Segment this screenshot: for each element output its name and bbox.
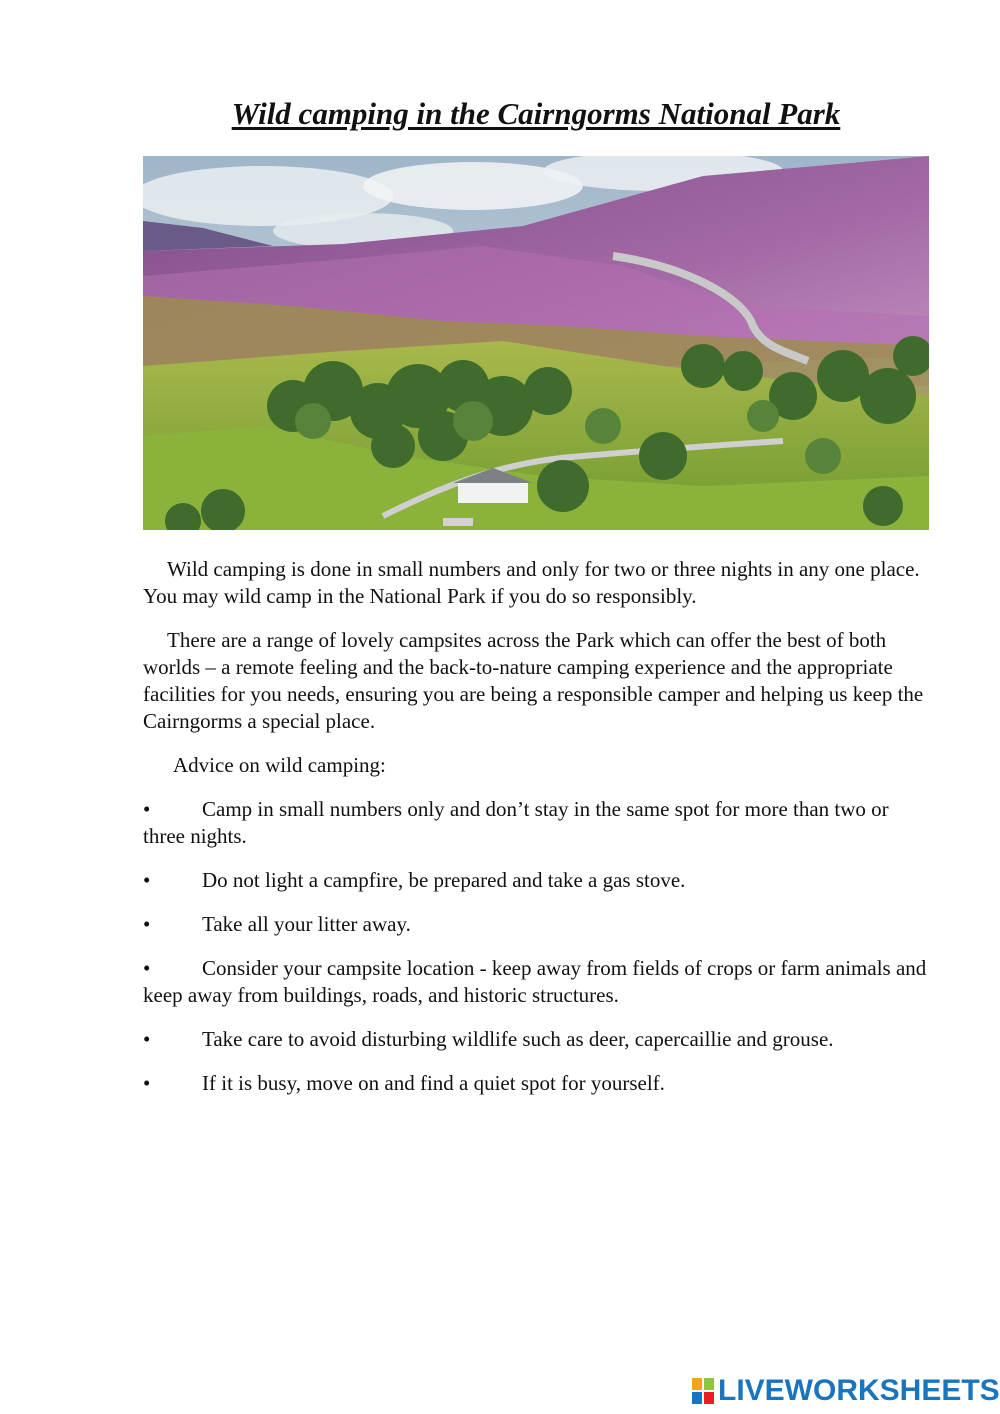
liveworksheets-logo-icon: [692, 1378, 714, 1404]
bullet-icon: •: [143, 1071, 151, 1095]
page-title: Wild camping in the Cairngorms National Park: [231, 96, 841, 131]
bullet-icon: •: [143, 868, 151, 892]
advice-item: [143, 867, 933, 894]
advice-item-text: Take all your litter away.: [202, 912, 411, 936]
bullet-icon: •: [143, 797, 151, 821]
advice-item: [143, 1070, 933, 1097]
advice-item-text: Consider your campsite location - keep away from fields of crops or farm animals and keep away from buildings, roads, and historic structures.: [143, 956, 927, 1007]
campsites-paragraph: There are a range of lovely campsites across the Park which can offer the best of both worlds – a remote feeling and the back-to-nature camping experience and the appropriate facilities for you needs, ensuring you are being a responsible camper and helping us keep the Cairngorms a special place.: [143, 628, 924, 733]
bullet-icon: •: [143, 912, 151, 936]
bullet-icon: •: [143, 1027, 151, 1051]
bullet-icon: •: [143, 956, 151, 980]
liveworksheets-logo-text: LIVEWORKSHEETS: [718, 1374, 1000, 1407]
liveworksheets-logo[interactable]: [692, 1374, 1000, 1408]
landscape-illustration: [143, 156, 929, 530]
landscape-photo: [143, 156, 929, 530]
advice-item: [143, 955, 933, 1009]
advice-item: [143, 796, 933, 850]
body-text: [143, 556, 933, 1114]
advice-item-text: Take care to avoid disturbing wildlife such as deer, capercaillie and grouse.: [202, 1027, 834, 1051]
intro-paragraph: Wild camping is done in small numbers and only for two or three nights in any one place. You may wild camp in the National Park if you do so responsibly.: [143, 557, 920, 608]
advice-item-text: Do not light a campfire, be prepared and take a gas stove.: [202, 868, 686, 892]
advice-item-text: Camp in small numbers only and don’t stay in the same spot for more than two or three nights.: [143, 797, 889, 848]
advice-item: [143, 1026, 933, 1053]
advice-item: [143, 911, 933, 938]
advice-heading: Advice on wild camping:: [173, 753, 386, 777]
advice-item-text: If it is busy, move on and find a quiet spot for yourself.: [202, 1071, 665, 1095]
